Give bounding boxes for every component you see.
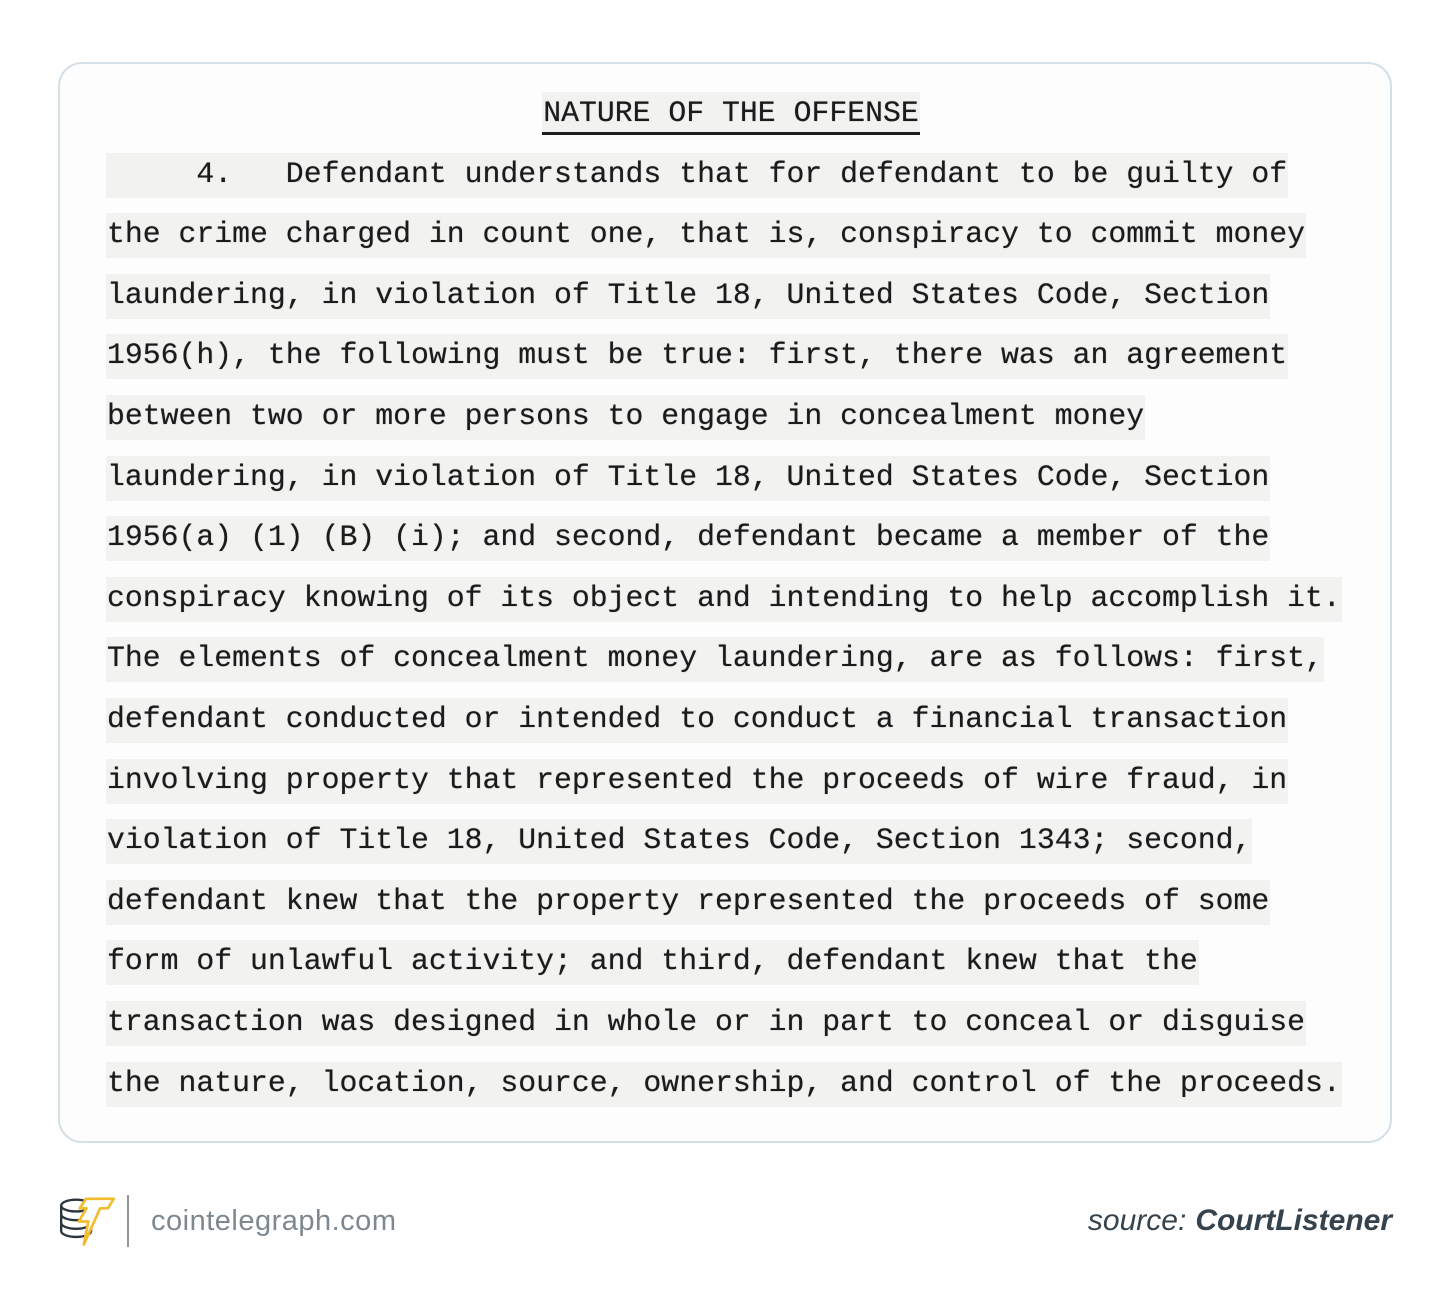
document-line: laundering, in violation of Title 18, United States Code, Section — [106, 265, 1356, 326]
document-title: NATURE OF THE OFFENSE — [106, 83, 1356, 144]
document-line: defendant conducted or intended to conduct a financial transaction — [106, 689, 1356, 750]
source-credit — [1088, 1204, 1392, 1238]
site-url: cointelegraph.com — [151, 1204, 397, 1237]
document-line: conspiracy knowing of its object and intending to help accomplish it. — [106, 568, 1356, 629]
document-line: 1956(h), the following must be true: first, there was an agreement — [106, 325, 1356, 386]
source-name: CourtListener — [1195, 1204, 1392, 1237]
document-line: 1956(a) (1) (B) (i); and second, defendant became a member of the — [106, 507, 1356, 568]
lightning-t-icon — [79, 1199, 114, 1245]
cointelegraph-logo-icon — [58, 1192, 116, 1250]
document-line: defendant knew that the property represented the proceeds of some — [106, 871, 1356, 932]
footer — [58, 1190, 1392, 1252]
document-line: The elements of concealment money laundering, are as follows: first, — [106, 628, 1356, 689]
document-line: violation of Title 18, United States Code, Section 1343; second, — [106, 810, 1356, 871]
document-line: between two or more persons to engage in concealment money — [106, 386, 1356, 447]
document-line: laundering, in violation of Title 18, United States Code, Section — [106, 447, 1356, 508]
footer-divider — [127, 1195, 129, 1247]
court-document-text — [106, 83, 1356, 1113]
document-line: 4. Defendant understands that for defendant to be guilty of — [106, 144, 1356, 205]
source-label: source: — [1087, 1204, 1187, 1237]
document-line: the crime charged in count one, that is, conspiracy to commit money — [106, 204, 1356, 265]
document-line: involving property that represented the proceeds of wire fraud, in — [106, 750, 1356, 811]
document-line: form of unlawful activity; and third, defendant knew that the — [106, 931, 1356, 992]
document-card — [58, 62, 1392, 1143]
document-line: the nature, location, source, ownership, and control of the proceeds. — [106, 1053, 1356, 1114]
document-line: transaction was designed in whole or in part to conceal or disguise — [106, 992, 1356, 1053]
